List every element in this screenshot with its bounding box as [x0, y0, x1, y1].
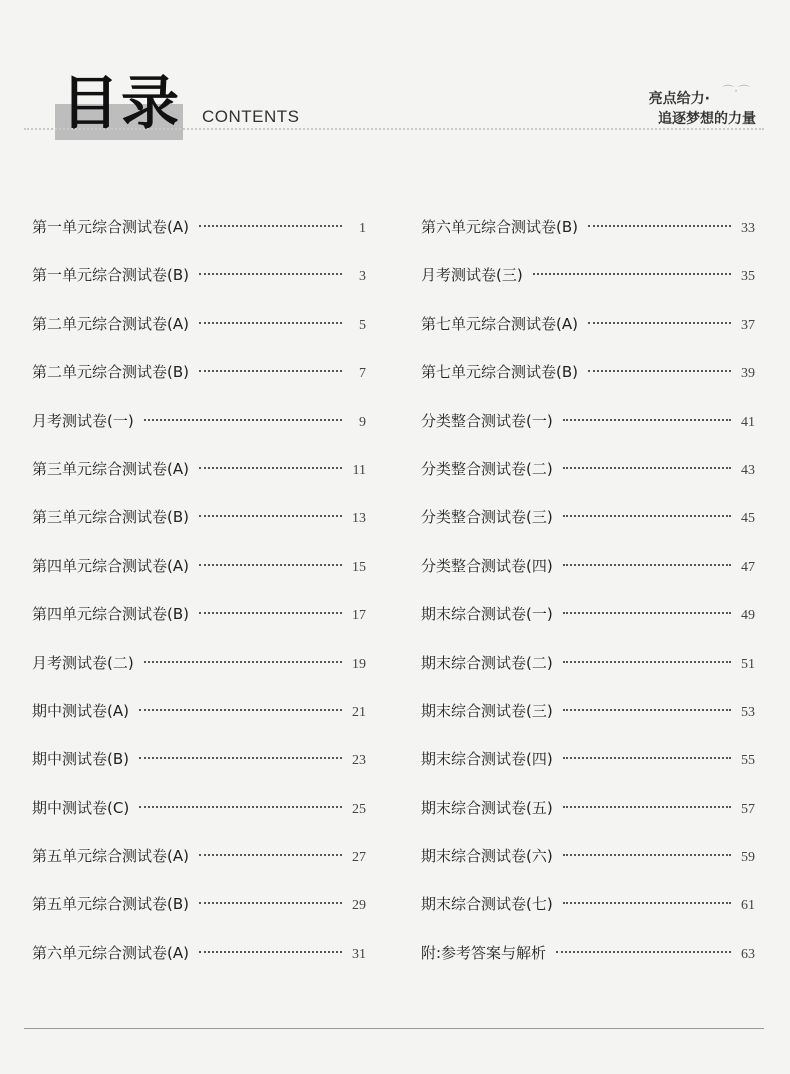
- page-title: 目录: [61, 69, 182, 137]
- slogan-line-1: 亮点给力·: [648, 91, 710, 107]
- toc-page-number: 25: [352, 801, 366, 817]
- toc-entry[interactable]: [32, 309, 366, 357]
- footer-divider: [24, 1028, 764, 1029]
- toc-leader-dots: [139, 806, 342, 808]
- toc-page-number: 51: [741, 656, 755, 672]
- toc-page-number: 13: [352, 511, 366, 527]
- toc-entry[interactable]: [421, 502, 755, 550]
- toc-entry-title: 月考测试卷(三): [421, 266, 523, 285]
- toc-entry[interactable]: [421, 793, 755, 841]
- toc-entry[interactable]: [32, 744, 366, 792]
- toc-leader-dots: [199, 322, 342, 324]
- toc-entry[interactable]: [421, 841, 755, 889]
- toc-entry-title: 第七单元综合测试卷(B): [421, 363, 578, 382]
- toc-leader-dots: [199, 902, 342, 904]
- toc-entry[interactable]: [32, 212, 366, 260]
- toc-page-number: 29: [352, 898, 366, 914]
- toc-entry-title: 期末综合测试卷(五): [421, 798, 553, 817]
- toc-page-number: 3: [359, 269, 366, 285]
- toc-entry[interactable]: [421, 454, 755, 502]
- toc-leader-dots: [563, 661, 731, 663]
- toc-entry-title: 第三单元综合测试卷(A): [32, 459, 189, 478]
- toc-leader-dots: [556, 951, 731, 953]
- toc-leader-dots: [563, 612, 731, 614]
- toc-entry-title: 第六单元综合测试卷(B): [421, 218, 578, 236]
- toc-entry[interactable]: [421, 212, 755, 260]
- toc-entry[interactable]: [32, 793, 366, 841]
- toc-leader-dots: [563, 709, 731, 711]
- toc-leader-dots: [588, 225, 731, 227]
- toc-page-number: 17: [352, 608, 366, 624]
- toc-entry-title: 第六单元综合测试卷(A): [32, 943, 189, 962]
- toc-entry-title: 分类整合测试卷(三): [421, 508, 553, 527]
- toc-entry-title: 分类整合测试卷(四): [421, 556, 553, 575]
- toc-leader-dots: [563, 564, 731, 566]
- toc-leader-dots: [563, 854, 731, 856]
- toc-entry[interactable]: [32, 454, 366, 502]
- toc-leader-dots: [199, 370, 342, 372]
- toc-entry[interactable]: [421, 309, 755, 357]
- header-divider: [24, 128, 764, 130]
- toc-page-number: 9: [359, 414, 366, 430]
- toc-entry[interactable]: [32, 648, 366, 696]
- toc-page-number: 15: [352, 559, 366, 575]
- toc-entry-title: 月考测试卷(一): [32, 411, 134, 430]
- toc-page-number: 19: [352, 656, 366, 672]
- toc-entry-title: 期末综合测试卷(三): [421, 701, 553, 720]
- toc-entry-title: 第二单元综合测试卷(A): [32, 314, 189, 333]
- slogan-decoration: ⌒·⌒: [722, 84, 750, 98]
- toc-entry[interactable]: [32, 502, 366, 550]
- slogan-line-2: 追逐梦想的力量: [658, 111, 756, 127]
- toc-entry-title: 期末综合测试卷(七): [421, 895, 553, 914]
- toc-entry-title: 第四单元综合测试卷(B): [32, 605, 189, 624]
- toc-entry-title: 期末综合测试卷(六): [421, 847, 553, 866]
- toc-page-number: 31: [352, 946, 366, 962]
- toc-page-number: 5: [359, 317, 366, 333]
- toc-page-number: 7: [359, 366, 366, 382]
- toc-leader-dots: [588, 370, 731, 372]
- toc-leader-dots: [139, 757, 342, 759]
- toc-page-number: 53: [741, 704, 755, 720]
- toc-entry[interactable]: [421, 406, 755, 454]
- toc-page-number: 61: [741, 898, 755, 914]
- toc-leader-dots: [563, 419, 731, 421]
- toc-entry[interactable]: [32, 938, 366, 986]
- toc-entry-title: 附:参考答案与解析: [421, 943, 547, 962]
- toc-entry[interactable]: [421, 889, 755, 937]
- toc-page-number: 1: [359, 221, 366, 236]
- toc-leader-dots: [588, 322, 731, 324]
- toc-entry[interactable]: [421, 938, 755, 986]
- toc-entry[interactable]: [421, 357, 755, 405]
- toc-page-number: 59: [741, 850, 755, 866]
- toc-page-number: 49: [741, 608, 755, 624]
- toc-entry-title: 第二单元综合测试卷(B): [32, 363, 189, 382]
- toc-entry[interactable]: [32, 260, 366, 308]
- toc-leader-dots: [563, 806, 731, 808]
- toc-page-number: 45: [741, 511, 755, 527]
- toc-page-number: 27: [352, 850, 366, 866]
- toc-entry[interactable]: [421, 551, 755, 599]
- toc-leader-dots: [139, 709, 342, 711]
- toc-entry-title: 第一单元综合测试卷(A): [32, 218, 189, 236]
- toc-page-number: 63: [741, 946, 755, 962]
- toc-entry[interactable]: [32, 406, 366, 454]
- toc-leader-dots: [199, 951, 342, 953]
- toc-entry-title: 第五单元综合测试卷(A): [32, 847, 189, 866]
- toc-entry[interactable]: [421, 599, 755, 647]
- toc-leader-dots: [144, 661, 342, 663]
- toc-leader-dots: [199, 273, 342, 275]
- toc-entry-title: 期中测试卷(A): [32, 701, 129, 720]
- toc-entry-title: 月考测试卷(二): [32, 653, 134, 672]
- toc-entry[interactable]: [32, 599, 366, 647]
- toc-entry[interactable]: [421, 696, 755, 744]
- toc-entry-title: 第四单元综合测试卷(A): [32, 556, 189, 575]
- toc-right-column: [421, 212, 755, 986]
- toc-page-number: 41: [741, 414, 755, 430]
- toc-entry-title: 期中测试卷(C): [32, 798, 130, 817]
- toc-leader-dots: [563, 757, 731, 759]
- toc-entry-title: 期末综合测试卷(四): [421, 750, 553, 769]
- toc-leader-dots: [199, 564, 342, 566]
- toc-entry[interactable]: [421, 744, 755, 792]
- toc-entry[interactable]: [32, 841, 366, 889]
- toc-page-number: 43: [741, 462, 755, 478]
- contents-label: CONTENTS: [202, 107, 300, 126]
- toc-entry-title: 分类整合测试卷(一): [421, 411, 553, 430]
- toc-leader-dots: [144, 419, 342, 421]
- toc-leader-dots: [199, 467, 342, 469]
- toc-entry-title: 期末综合测试卷(一): [421, 605, 553, 624]
- toc-entry[interactable]: [32, 696, 366, 744]
- toc-entry[interactable]: [421, 648, 755, 696]
- toc-leader-dots: [199, 854, 342, 856]
- toc-leader-dots: [533, 273, 731, 275]
- toc-leader-dots: [199, 515, 342, 517]
- toc-leader-dots: [199, 225, 342, 227]
- toc-entry[interactable]: [32, 357, 366, 405]
- toc-leader-dots: [199, 612, 342, 614]
- toc-entry[interactable]: [32, 551, 366, 599]
- toc-page-number: 23: [352, 753, 366, 769]
- toc-entry-title: 期中测试卷(B): [32, 750, 129, 769]
- toc-entry-title: 第一单元综合测试卷(B): [32, 266, 189, 285]
- toc-page-number: 37: [741, 317, 755, 333]
- toc-entry-title: 分类整合测试卷(二): [421, 459, 553, 478]
- toc-entry-title: 第三单元综合测试卷(B): [32, 508, 189, 527]
- toc-page-number: 57: [741, 801, 755, 817]
- toc-page-number: 35: [741, 269, 755, 285]
- toc-entry-title: 期末综合测试卷(二): [421, 653, 553, 672]
- toc-leader-dots: [563, 515, 731, 517]
- toc-page-number: 11: [352, 462, 366, 478]
- toc-page-number: 55: [741, 753, 755, 769]
- toc-entry[interactable]: [32, 889, 366, 937]
- toc-entry-title: 第五单元综合测试卷(B): [32, 895, 189, 914]
- toc-page-number: 21: [352, 704, 366, 720]
- toc-left-column: [32, 212, 366, 986]
- toc-entry-title: 第七单元综合测试卷(A): [421, 314, 578, 333]
- toc-leader-dots: [563, 902, 731, 904]
- toc-leader-dots: [563, 467, 731, 469]
- toc-page-number: 33: [741, 221, 755, 236]
- toc-page-number: 39: [741, 366, 755, 382]
- toc-entry[interactable]: [421, 260, 755, 308]
- toc-page-number: 47: [741, 559, 755, 575]
